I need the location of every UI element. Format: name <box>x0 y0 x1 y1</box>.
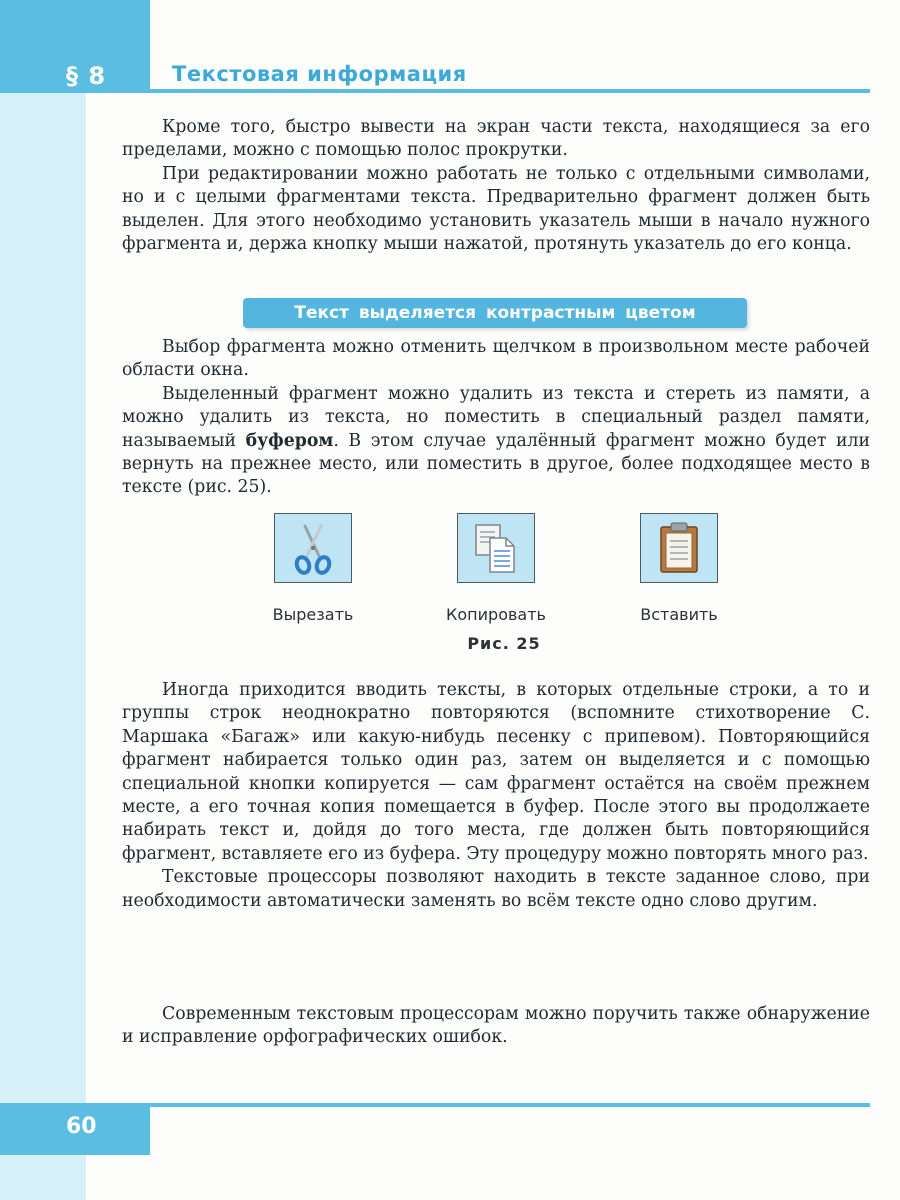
copy-label: Копировать <box>446 605 546 624</box>
highlight-label: Текст выделяется контрастным цветом <box>294 303 696 323</box>
figure-caption: Рис. 25 <box>467 634 541 653</box>
paragraph: Текстовые процессоры позволяют находить в тексте заданное слово, при необходимости автоматически заменять во всём тексте одно слово другим. <box>122 867 870 911</box>
paste-button[interactable] <box>640 513 718 583</box>
footer-rule <box>150 1103 870 1107</box>
body-text-last <box>122 1003 870 1050</box>
page-number: 60 <box>66 1114 97 1139</box>
paragraph: Иногда приходится вводить тексты, в которых отдельные строки, а то и группы строк неоднократно повторяются (вспомните стихотворение С. Маршака «Багаж» или какую-нибудь песенку с припевом). Повторяющийся фрагмент набирается только один раз, затем он выделяется и с помощью специальной кнопки копируется — сам фрагмент остаётся на своём прежнем месте, а его точная копия помещается в буфер. После этого вы продолжаете набирать текст и, дойдя до того места, где должен быть повторяющийся фрагмент, вставляете его из буфера. Эту процедуру можно повторять много раз. <box>122 680 870 864</box>
page-title: Текстовая информация <box>172 62 467 86</box>
paragraph: Кроме того, быстро вывести на экран части текста, находящиеся за его пределами, можно с помощью полос прокрутки. <box>122 117 870 161</box>
term-buffer: буфером <box>245 430 334 451</box>
copy-button[interactable] <box>457 513 535 583</box>
scissors-icon <box>275 514 351 582</box>
copy-icon <box>458 514 534 582</box>
cut-label: Вырезать <box>272 605 354 624</box>
body-text-mid <box>122 336 870 500</box>
paste-label: Вставить <box>640 605 718 624</box>
section-number: § 8 <box>66 62 107 90</box>
paste-button-figure <box>609 513 749 624</box>
header-rule <box>150 89 870 93</box>
cut-button[interactable] <box>274 513 352 583</box>
body-text-bottom <box>122 679 870 913</box>
highlight-banner <box>243 298 747 328</box>
cut-button-figure <box>243 513 383 624</box>
paragraph: Современным текстовым процессорам можно поручить также обнаружение и исправление орфографических ошибок. <box>122 1004 870 1048</box>
paragraph: Выбор фрагмента можно отменить щелчком в произвольном месте рабочей области окна. <box>122 337 870 381</box>
paragraph: При редактировании можно работать не только с отдельными символами, но и с целыми фрагментами текста. Предварительно фрагмент должен быть выделен. Для этого необходимо установить указатель мыши в начало нужного фрагмента и, держа кнопку мыши нажатой, протянуть указатель до его конца. <box>122 163 870 255</box>
copy-button-figure <box>426 513 566 624</box>
side-stripe <box>0 0 86 1200</box>
body-text-top <box>122 116 870 256</box>
paragraph-buffer: Выделенный фрагмент можно удалить из текста и стереть из памяти, а можно удалить из текста, но поместить в специальный раздел памяти, называемый буфером. В этом случае удалённый фрагмент можно будет или вернуть на прежнее место, или поместить в другое, более подходящее место в тексте (рис. 25). <box>122 383 871 498</box>
clipboard-icon <box>641 514 717 582</box>
